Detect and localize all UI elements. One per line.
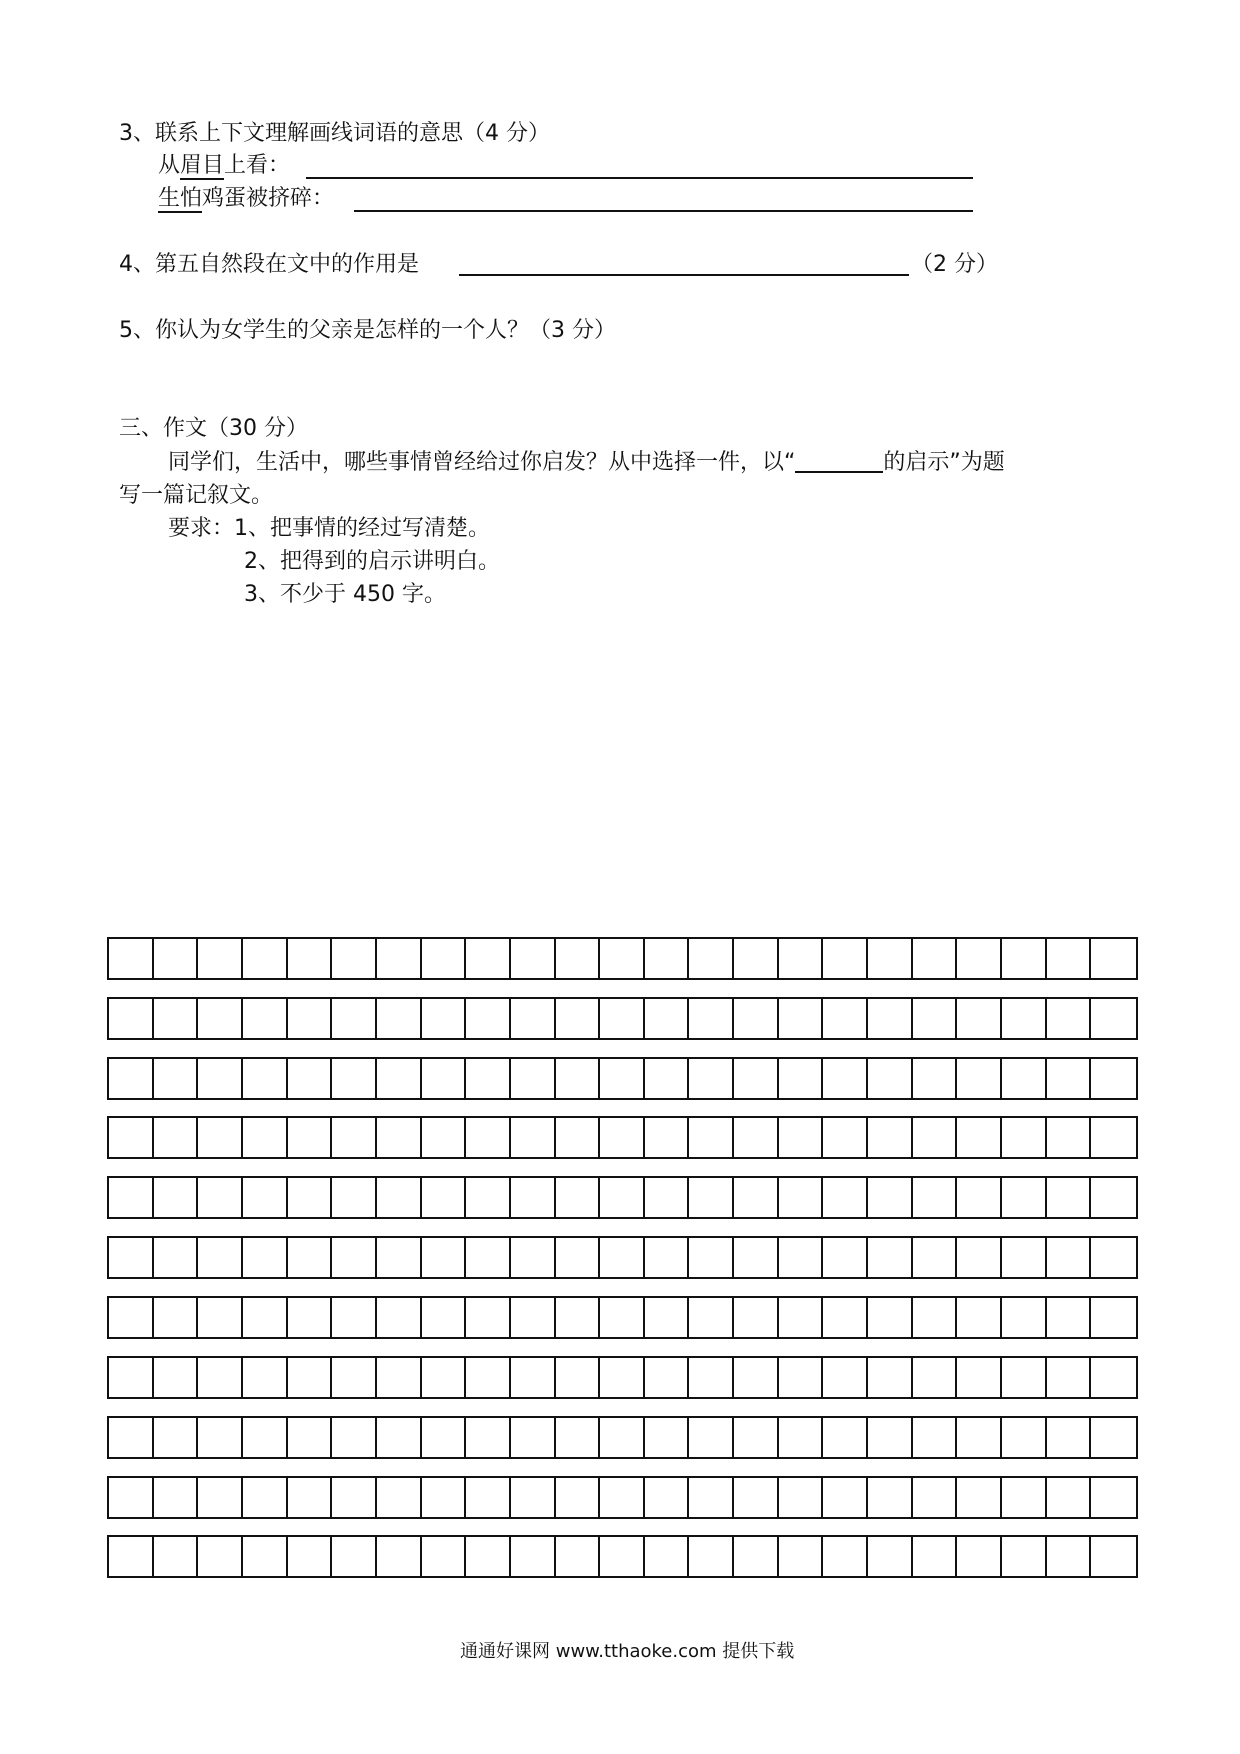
writing-grid-cell[interactable] [734,999,779,1038]
writing-grid-cell[interactable] [913,1537,958,1576]
writing-grid-cell[interactable] [511,1478,556,1517]
writing-grid-cell[interactable] [466,939,511,978]
writing-grid-cell[interactable] [377,1238,422,1277]
writing-grid-cell[interactable] [645,939,690,978]
writing-grid-cell[interactable] [377,1478,422,1517]
writing-grid-cell[interactable] [332,1478,377,1517]
writing-grid-cell[interactable] [600,939,645,978]
writing-grid-cell[interactable] [288,1178,333,1217]
writing-grid-cell[interactable] [689,1298,734,1337]
writing-grid-cell[interactable] [823,1537,868,1576]
writing-grid-cell[interactable] [288,1418,333,1457]
q5-text: 5、你认为女学生的父亲是怎样的一个人？（3 分） [119,318,616,343]
writing-grid-cell[interactable] [957,1358,1002,1397]
writing-grid-cell[interactable] [109,1298,154,1337]
writing-grid-cell[interactable] [109,1178,154,1217]
writing-grid-cell[interactable] [154,939,199,978]
writing-grid-cell[interactable] [154,1178,199,1217]
writing-grid-cell[interactable] [1002,1178,1047,1217]
writing-grid-cell[interactable] [377,1059,422,1098]
writing-grid-cell[interactable] [288,939,333,978]
writing-grid-cell[interactable] [734,1478,779,1517]
writing-grid-cell[interactable] [689,1118,734,1157]
writing-grid-cell[interactable] [556,1358,601,1397]
writing-grid-cell[interactable] [556,1238,601,1277]
writing-grid-cell[interactable] [645,1059,690,1098]
essay-writing-grid[interactable] [107,937,1138,1578]
writing-grid-cell[interactable] [511,1358,556,1397]
writing-grid-cell[interactable] [466,1537,511,1576]
writing-grid-cell[interactable] [823,1418,868,1457]
writing-grid-cell[interactable] [243,1537,288,1576]
writing-grid-cell[interactable] [734,1238,779,1277]
writing-grid-cell[interactable] [511,1537,556,1576]
writing-grid-cell[interactable] [957,999,1002,1038]
writing-grid-cell[interactable] [689,1478,734,1517]
writing-grid-cell[interactable] [1002,1238,1047,1277]
writing-grid-cell[interactable] [779,1238,824,1277]
writing-grid-cell[interactable] [466,1118,511,1157]
writing-grid-cell[interactable] [154,999,199,1038]
writing-grid-cell[interactable] [1002,939,1047,978]
writing-grid-cell[interactable] [779,1118,824,1157]
writing-grid-cell[interactable] [109,1358,154,1397]
writing-grid-cell[interactable] [332,999,377,1038]
writing-grid-cell[interactable] [600,1178,645,1217]
writing-grid-cell[interactable] [422,1478,467,1517]
writing-grid-cell[interactable] [779,1059,824,1098]
writing-grid-cell[interactable] [511,1178,556,1217]
writing-grid-cell[interactable] [332,1059,377,1098]
writing-grid-cell[interactable] [198,1298,243,1337]
writing-grid-cell[interactable] [600,1298,645,1337]
writing-grid-cell[interactable] [466,1298,511,1337]
essay-prompt-line1 [168,448,1005,478]
essay-prompt-pre: 同学们，生活中，哪些事情曾经给过你启发？从中选择一件，以“ [168,450,796,475]
writing-grid-cell[interactable] [868,1478,913,1517]
writing-grid-cell[interactable] [288,999,333,1038]
writing-grid-cell[interactable] [734,1298,779,1337]
writing-grid-cell[interactable] [109,939,154,978]
writing-grid-cell[interactable] [1091,1298,1136,1337]
writing-grid-cell[interactable] [600,999,645,1038]
q3-item1-post: 上看： [224,153,291,178]
essay-requirement-1: 要求：1、把事情的经过写清楚。 [168,516,490,541]
q4-score: （2 分） [911,252,998,277]
writing-grid-cell[interactable] [198,1358,243,1397]
writing-grid-cell[interactable] [109,1238,154,1277]
writing-grid-cell[interactable] [823,1118,868,1157]
writing-grid-cell[interactable] [957,1298,1002,1337]
writing-grid-cell[interactable] [243,1238,288,1277]
writing-grid-cell[interactable] [422,1418,467,1457]
writing-grid-cell[interactable] [645,1298,690,1337]
writing-grid-cell[interactable] [288,1298,333,1337]
writing-grid-cell[interactable] [689,939,734,978]
writing-grid-cell[interactable] [823,1238,868,1277]
writing-grid-cell[interactable] [332,1537,377,1576]
writing-grid-cell[interactable] [1091,1418,1136,1457]
writing-grid-cell[interactable] [734,1537,779,1576]
writing-grid-cell[interactable] [288,1478,333,1517]
writing-grid-cell[interactable] [466,1059,511,1098]
writing-grid-cell[interactable] [868,1537,913,1576]
writing-grid-cell[interactable] [868,1298,913,1337]
writing-grid-cell[interactable] [154,1358,199,1397]
writing-grid-cell[interactable] [154,1238,199,1277]
writing-grid-cell[interactable] [779,1358,824,1397]
writing-grid-cell[interactable] [511,1238,556,1277]
writing-grid-cell[interactable] [1047,1178,1092,1217]
writing-grid-cell[interactable] [1002,1537,1047,1576]
writing-grid-cell[interactable] [689,1238,734,1277]
writing-grid-cell[interactable] [868,939,913,978]
writing-grid-cell[interactable] [1002,1358,1047,1397]
writing-grid-cell[interactable] [377,1118,422,1157]
writing-grid-cell[interactable] [823,1298,868,1337]
writing-grid-cell[interactable] [466,1178,511,1217]
q4-answer-line[interactable] [459,274,909,276]
writing-grid-cell[interactable] [913,1059,958,1098]
writing-grid-cell[interactable] [1002,999,1047,1038]
writing-grid-cell[interactable] [556,999,601,1038]
q3-item1-label [158,151,290,181]
writing-grid-cell[interactable] [1091,1537,1136,1576]
writing-grid-cell[interactable] [913,1358,958,1397]
q3-title: 3、联系上下文理解画线词语的意思（4 分） [119,121,550,146]
writing-grid-cell[interactable] [957,939,1002,978]
writing-grid-cell[interactable] [600,1118,645,1157]
writing-grid-cell[interactable] [1002,1118,1047,1157]
writing-grid-cell[interactable] [1091,1059,1136,1098]
writing-grid-cell[interactable] [243,1418,288,1457]
writing-grid-cell[interactable] [689,1537,734,1576]
writing-grid-cell[interactable] [198,1238,243,1277]
writing-grid-cell[interactable] [109,1118,154,1157]
writing-grid-cell[interactable] [913,1478,958,1517]
writing-grid-cell[interactable] [154,1059,199,1098]
writing-grid-cell[interactable] [198,1178,243,1217]
writing-grid-row [107,1356,1138,1399]
writing-grid-cell[interactable] [422,1178,467,1217]
writing-grid-cell[interactable] [154,1298,199,1337]
writing-grid-cell[interactable] [823,1478,868,1517]
writing-grid-cell[interactable] [288,1238,333,1277]
writing-grid-cell[interactable] [109,1418,154,1457]
writing-grid-cell[interactable] [466,999,511,1038]
writing-grid-cell[interactable] [734,1118,779,1157]
writing-grid-cell[interactable] [332,1298,377,1337]
writing-grid-cell[interactable] [109,1059,154,1098]
writing-grid-cell[interactable] [422,1238,467,1277]
writing-grid-cell[interactable] [645,1358,690,1397]
writing-grid-row [107,1416,1138,1459]
writing-grid-cell[interactable] [734,1358,779,1397]
writing-grid-cell[interactable] [868,1059,913,1098]
writing-grid-cell[interactable] [466,1478,511,1517]
writing-grid-cell[interactable] [1091,1358,1136,1397]
writing-grid-cell[interactable] [779,1418,824,1457]
writing-grid-cell[interactable] [198,1059,243,1098]
q3-item1-underlined-word: 眉目 [180,153,225,178]
writing-grid-row [107,1176,1138,1219]
writing-grid-cell[interactable] [645,1537,690,1576]
writing-grid-cell[interactable] [1047,1537,1092,1576]
writing-grid-cell[interactable] [377,1178,422,1217]
writing-grid-cell[interactable] [422,939,467,978]
writing-grid-row [107,937,1138,980]
writing-grid-cell[interactable] [511,999,556,1038]
writing-grid-cell[interactable] [422,999,467,1038]
writing-grid-cell[interactable] [243,1059,288,1098]
writing-grid-cell[interactable] [868,1178,913,1217]
writing-grid-cell[interactable] [198,1478,243,1517]
writing-grid-cell[interactable] [1091,939,1136,978]
writing-grid-cell[interactable] [243,1118,288,1157]
writing-grid-cell[interactable] [556,1298,601,1337]
writing-grid-cell[interactable] [556,1118,601,1157]
writing-grid-row [107,1057,1138,1100]
writing-grid-cell[interactable] [1091,1118,1136,1157]
writing-grid-cell[interactable] [556,939,601,978]
writing-grid-cell[interactable] [511,1298,556,1337]
writing-grid-cell[interactable] [332,1238,377,1277]
writing-grid-cell[interactable] [600,1478,645,1517]
writing-grid-cell[interactable] [556,1059,601,1098]
writing-grid-cell[interactable] [243,1178,288,1217]
writing-grid-cell[interactable] [645,1418,690,1457]
writing-grid-cell[interactable] [288,1358,333,1397]
writing-grid-cell[interactable] [556,1418,601,1457]
writing-grid-cell[interactable] [198,939,243,978]
writing-grid-cell[interactable] [198,999,243,1038]
writing-grid-cell[interactable] [332,1178,377,1217]
writing-grid-cell[interactable] [734,1178,779,1217]
writing-grid-cell[interactable] [600,1537,645,1576]
essay-prompt-line2: 写一篇记叙文。 [119,483,274,508]
writing-grid-cell[interactable] [243,1478,288,1517]
writing-grid-cell[interactable] [1091,1478,1136,1517]
writing-grid-cell[interactable] [466,1238,511,1277]
writing-grid-row [107,1116,1138,1159]
writing-grid-cell[interactable] [1091,999,1136,1038]
essay-requirement-2: 2、把得到的启示讲明白。 [244,549,500,574]
writing-grid-row [107,1476,1138,1519]
q3-item2-answer-line[interactable] [354,210,973,212]
writing-grid-cell[interactable] [466,1358,511,1397]
writing-grid-cell[interactable] [511,939,556,978]
q3-item2-label [158,184,334,214]
writing-grid-cell[interactable] [600,1059,645,1098]
writing-grid-cell[interactable] [1047,1298,1092,1337]
writing-grid-cell[interactable] [1002,1298,1047,1337]
writing-grid-cell[interactable] [243,1298,288,1337]
writing-grid-cell[interactable] [913,939,958,978]
writing-grid-cell[interactable] [645,1118,690,1157]
writing-grid-cell[interactable] [243,1358,288,1397]
writing-grid-cell[interactable] [779,1537,824,1576]
writing-grid-cell[interactable] [1047,1358,1092,1397]
writing-grid-cell[interactable] [645,1238,690,1277]
writing-grid-cell[interactable] [154,1418,199,1457]
writing-grid-cell[interactable] [1002,1478,1047,1517]
writing-grid-cell[interactable] [1002,1418,1047,1457]
writing-grid-cell[interactable] [600,1418,645,1457]
writing-grid-cell[interactable] [957,1178,1002,1217]
writing-grid-cell[interactable] [734,939,779,978]
q3-item2-underlined-word: 生怕 [158,186,203,211]
writing-grid-cell[interactable] [689,1059,734,1098]
writing-grid-cell[interactable] [689,1418,734,1457]
writing-grid-cell[interactable] [600,1238,645,1277]
writing-grid-cell[interactable] [332,1118,377,1157]
writing-grid-cell[interactable] [913,1178,958,1217]
writing-grid-cell[interactable] [422,1537,467,1576]
writing-grid-cell[interactable] [288,1118,333,1157]
writing-grid-cell[interactable] [556,1178,601,1217]
writing-grid-cell[interactable] [154,1118,199,1157]
writing-grid-cell[interactable] [913,999,958,1038]
writing-grid-cell[interactable] [556,1478,601,1517]
writing-grid-cell[interactable] [779,1298,824,1337]
writing-grid-cell[interactable] [1047,1238,1092,1277]
writing-grid-cell[interactable] [198,1418,243,1457]
writing-grid-cell[interactable] [466,1418,511,1457]
writing-grid-cell[interactable] [422,1118,467,1157]
writing-grid-cell[interactable] [823,1358,868,1397]
writing-grid-cell[interactable] [377,1298,422,1337]
writing-grid-cell[interactable] [422,1298,467,1337]
writing-grid-cell[interactable] [1047,1478,1092,1517]
writing-grid-cell[interactable] [645,1478,690,1517]
writing-grid-cell[interactable] [1047,1418,1092,1457]
writing-grid-cell[interactable] [957,1118,1002,1157]
writing-grid-cell[interactable] [913,1238,958,1277]
writing-grid-cell[interactable] [779,999,824,1038]
writing-grid-cell[interactable] [823,1178,868,1217]
writing-grid-cell[interactable] [1047,1118,1092,1157]
writing-grid-cell[interactable] [243,939,288,978]
writing-grid-cell[interactable] [779,939,824,978]
writing-grid-cell[interactable] [645,1178,690,1217]
writing-grid-cell[interactable] [868,999,913,1038]
writing-grid-cell[interactable] [1047,999,1092,1038]
writing-grid-cell[interactable] [556,1537,601,1576]
writing-grid-cell[interactable] [377,1537,422,1576]
writing-grid-cell[interactable] [957,1418,1002,1457]
footer-text: 通通好课网 www.tthaoke.com 提供下载 [460,1641,795,1662]
writing-grid-cell[interactable] [957,1478,1002,1517]
writing-grid-cell[interactable] [109,1537,154,1576]
writing-grid-cell[interactable] [198,1118,243,1157]
writing-grid-cell[interactable] [689,1178,734,1217]
writing-grid-cell[interactable] [377,939,422,978]
q3-item1-answer-line[interactable] [306,177,973,179]
writing-grid-cell[interactable] [645,999,690,1038]
writing-grid-cell[interactable] [1047,939,1092,978]
writing-grid-cell[interactable] [1091,1238,1136,1277]
writing-grid-cell[interactable] [957,1059,1002,1098]
essay-requirement-3: 3、不少于 450 字。 [244,582,446,607]
writing-grid-cell[interactable] [600,1358,645,1397]
writing-grid-cell[interactable] [154,1537,199,1576]
writing-grid-cell[interactable] [422,1358,467,1397]
writing-grid-cell[interactable] [689,1358,734,1397]
writing-grid-cell[interactable] [823,939,868,978]
essay-heading: 三、作文（30 分） [119,416,308,441]
writing-grid-cell[interactable] [377,999,422,1038]
writing-grid-cell[interactable] [913,1118,958,1157]
q3-item1-pre: 从 [158,153,181,178]
writing-grid-cell[interactable] [1047,1059,1092,1098]
writing-grid-cell[interactable] [288,1537,333,1576]
writing-grid-cell[interactable] [154,1478,199,1517]
writing-grid-cell[interactable] [109,1478,154,1517]
writing-grid-cell[interactable] [332,1418,377,1457]
q4-text: 4、第五自然段在文中的作用是 [119,252,419,277]
writing-grid-cell[interactable] [868,1238,913,1277]
writing-grid-cell[interactable] [198,1537,243,1576]
writing-grid-cell[interactable] [913,1418,958,1457]
writing-grid-cell[interactable] [422,1059,467,1098]
writing-grid-cell[interactable] [779,1178,824,1217]
writing-grid-cell[interactable] [779,1478,824,1517]
writing-grid-cell[interactable] [823,1059,868,1098]
writing-grid-cell[interactable] [957,1238,1002,1277]
writing-grid-row [107,1236,1138,1279]
writing-grid-cell[interactable] [511,1418,556,1457]
essay-prompt-post: 的启示”为题 [883,450,1005,475]
writing-grid-cell[interactable] [511,1059,556,1098]
writing-grid-cell[interactable] [734,1059,779,1098]
writing-grid-cell[interactable] [823,999,868,1038]
writing-grid-cell[interactable] [377,1418,422,1457]
writing-grid-cell[interactable] [689,999,734,1038]
writing-grid-cell[interactable] [332,1358,377,1397]
writing-grid-cell[interactable] [243,999,288,1038]
writing-grid-cell[interactable] [288,1059,333,1098]
q3-item2-post: 鸡蛋被挤碎： [202,186,335,211]
writing-grid-cell[interactable] [109,999,154,1038]
writing-grid-cell[interactable] [957,1537,1002,1576]
writing-grid-cell[interactable] [332,939,377,978]
essay-title-blank[interactable] [795,451,883,473]
writing-grid-cell[interactable] [868,1418,913,1457]
writing-grid-row [107,1535,1138,1578]
writing-grid-cell[interactable] [377,1358,422,1397]
writing-grid-cell[interactable] [868,1358,913,1397]
writing-grid-cell[interactable] [1091,1178,1136,1217]
writing-grid-row [107,1296,1138,1339]
writing-grid-cell[interactable] [734,1418,779,1457]
writing-grid-cell[interactable] [511,1118,556,1157]
writing-grid-cell[interactable] [1002,1059,1047,1098]
writing-grid-cell[interactable] [913,1298,958,1337]
writing-grid-row [107,997,1138,1040]
writing-grid-cell[interactable] [868,1118,913,1157]
